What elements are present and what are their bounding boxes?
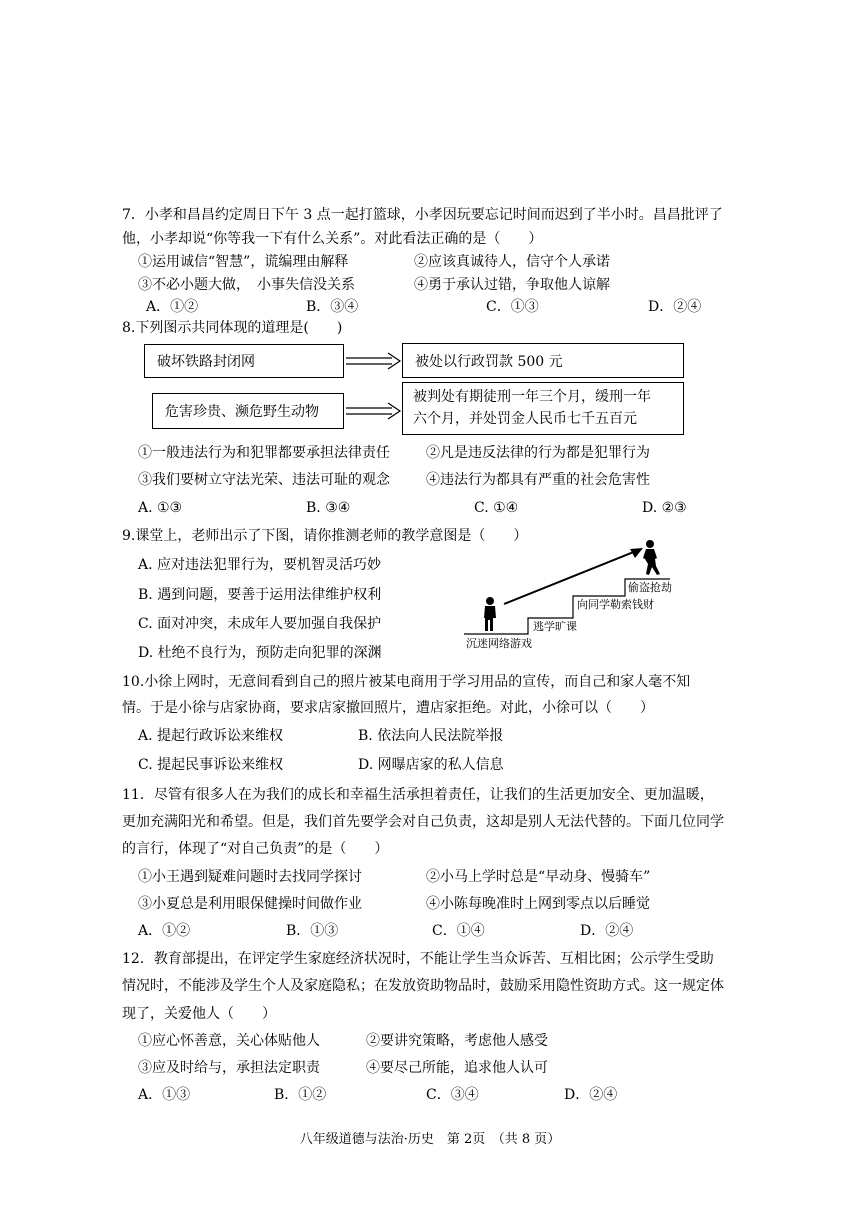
q11-option-3: ③小夏总是利用眼保健操时间做作业 xyxy=(138,896,362,912)
q7-stem-line1: 7．小孝和昌昌约定周日下午 3 点一起打篮球，小孝因玩要忘记时间而迟到了半小时。昌昌批评了 xyxy=(122,207,723,223)
q11-choice-c[interactable]: C．①④ xyxy=(432,923,485,939)
q12-option-1: ①应心怀善意，关心体贴他人 xyxy=(138,1033,320,1049)
q9-choice-b[interactable]: B. 遇到问题，要善于运用法律维护权利 xyxy=(138,587,382,603)
q8-option-4: ④违法行为都具有严重的社会危害性 xyxy=(426,472,650,488)
double-arrow-icon xyxy=(346,353,400,369)
q12-option-4: ④要尽己所能，追求他人认可 xyxy=(366,1060,548,1076)
q8-option-1: ①一般违法行为和犯罪都要承担法律责任 xyxy=(138,445,390,461)
q10-choice-b[interactable]: B. 依法向人民法院举报 xyxy=(358,728,504,744)
q9-choice-c[interactable]: C. 面对冲突，未成年人要加强自我保护 xyxy=(138,616,382,632)
person-bottom-icon xyxy=(484,597,496,631)
q8-choice-d[interactable]: D. ②③ xyxy=(642,500,687,516)
q10-stem-line2: 情。于是小徐与店家协商，要求店家撤回照片，遭店家拒绝。对此，小徐可以（ ） xyxy=(122,700,654,716)
q8-box-row2-right-line1: 被判处有期徒刑一年三个月，缓刑一年 xyxy=(413,389,651,405)
q8-box-row2-right xyxy=(402,382,684,435)
q8-choice-a[interactable]: A. ①③ xyxy=(138,500,183,516)
q9-choice-a[interactable]: A. 应对违法犯罪行为，要机智灵活巧妙 xyxy=(138,557,382,573)
q7-choice-b[interactable]: B．③④ xyxy=(306,299,359,315)
page-footer: 八年级道德与法治·历史 第 2页 （共 8 页） xyxy=(299,1132,561,1147)
q10-stem-line1: 10.小徐上网时，无意间看到自己的照片被某电商用于学习用品的宣传，而自己和家人毫不知 xyxy=(122,674,691,690)
q11-option-1: ①小王遇到疑难问题时去找同学探讨 xyxy=(138,869,362,885)
stair-label-4: 偷盗抢劫 xyxy=(628,581,672,594)
stair-label-2: 逃学旷课 xyxy=(533,620,577,633)
q8-option-2: ②凡是违反法律的行为都是犯罪行为 xyxy=(426,445,650,461)
double-arrow-icon xyxy=(346,403,400,419)
q10-choice-d[interactable]: D. 网曝店家的私人信息 xyxy=(358,757,504,773)
q11-option-4: ④小陈每晚准时上网到零点以后睡觉 xyxy=(426,896,650,912)
q8-option-3: ③我们要树立守法光荣、违法可耻的观念 xyxy=(138,472,390,488)
q8-choice-c[interactable]: C. ①④ xyxy=(474,500,519,516)
q10-choice-a[interactable]: A. 提起行政诉讼来维权 xyxy=(138,728,284,744)
q7-choice-c[interactable]: C．①③ xyxy=(486,299,539,315)
q8-stem: 8.下列图示共同体现的道理是( ) xyxy=(122,320,343,336)
q7-choice-d[interactable]: D．②④ xyxy=(648,299,702,315)
q7-option-2: ②应该真诚待人，信守个人承诺 xyxy=(414,254,610,270)
q11-choice-d[interactable]: D．②④ xyxy=(580,923,634,939)
q7-choice-a[interactable]: A．①② xyxy=(146,299,199,315)
q12-choice-a[interactable]: A．①③ xyxy=(138,1087,191,1103)
q12-choice-d[interactable]: D．②④ xyxy=(564,1087,618,1103)
q12-choice-c[interactable]: C．③④ xyxy=(426,1087,479,1103)
q8-choice-b[interactable]: B. ③④ xyxy=(306,500,351,516)
q11-choice-b[interactable]: B．①③ xyxy=(286,923,339,939)
q9-choice-d[interactable]: D. 杜绝不良行为，预防走向犯罪的深渊 xyxy=(138,645,382,661)
q11-choice-a[interactable]: A．①② xyxy=(138,923,191,939)
q10-choice-c[interactable]: C. 提起民事诉讼来维权 xyxy=(138,757,284,773)
q8-box-row1-right: 被处以行政罚款 500 元 xyxy=(402,343,684,378)
q12-stem-line1: 12．教育部提出，在评定学生家庭经济状况时，不能让学生当众诉苦、互相比困；公示学生受助 xyxy=(122,951,714,967)
q12-stem-line3: 现了，关爱他人（ ） xyxy=(122,1006,276,1022)
q8-box-row2-left: 危害珍贵、濒危野生动物 xyxy=(152,393,344,429)
q8-box-row2-right-line2: 六个月，并处罚金人民币七千五百元 xyxy=(413,411,637,427)
q9-stem: 9.课堂上，老师出示了下图，请你推测老师的教学意图是（ ） xyxy=(122,528,528,544)
q7-option-3: ③不必小题大做， 小事失信没关系 xyxy=(138,277,355,293)
stair-label-3: 向同学勒索钱财 xyxy=(577,598,654,611)
q11-stem-line1: 11．尽管有很多人在为我们的成长和幸福生活承担着责任，让我们的生活更加安全、更加温暖， xyxy=(122,787,714,803)
q11-stem-line2: 更加充满阳光和希望。但是，我们首先要学会对自己负责，这却是别人无法代替的。下面几位同学 xyxy=(122,814,724,830)
q12-stem-line2: 情况时，不能涉及学生个人及家庭隐私；在发放资助物品时，鼓励采用隐性资助方式。这一规定体 xyxy=(122,978,724,994)
q7-stem-line2: 他，小孝却说“你等我一下有什么关系”。对此看法正确的是（ ） xyxy=(122,231,543,247)
q8-arrows xyxy=(344,350,404,426)
q12-option-3: ③应及时给与，承担法定职责 xyxy=(138,1060,320,1076)
person-top-icon xyxy=(643,540,660,575)
q12-choice-b[interactable]: B．①② xyxy=(274,1087,327,1103)
q7-option-4: ④勇于承认过错，争取他人谅解 xyxy=(414,277,610,293)
q9-staircase-figure xyxy=(460,536,700,656)
q11-stem-line3: 的言行，体现了“对自己负责”的是（ ） xyxy=(122,841,389,857)
stair-label-1: 沉迷网络游戏 xyxy=(466,637,532,650)
q7-option-1: ①运用诚信“智慧”，谎编理由解释 xyxy=(138,254,349,270)
q8-box-row1-left: 破坏铁路封闭网 xyxy=(144,344,344,378)
q12-option-2: ②要讲究策略，考虑他人感受 xyxy=(366,1033,548,1049)
q11-option-2: ②小马上学时总是“早动身、慢骑车” xyxy=(426,869,651,885)
